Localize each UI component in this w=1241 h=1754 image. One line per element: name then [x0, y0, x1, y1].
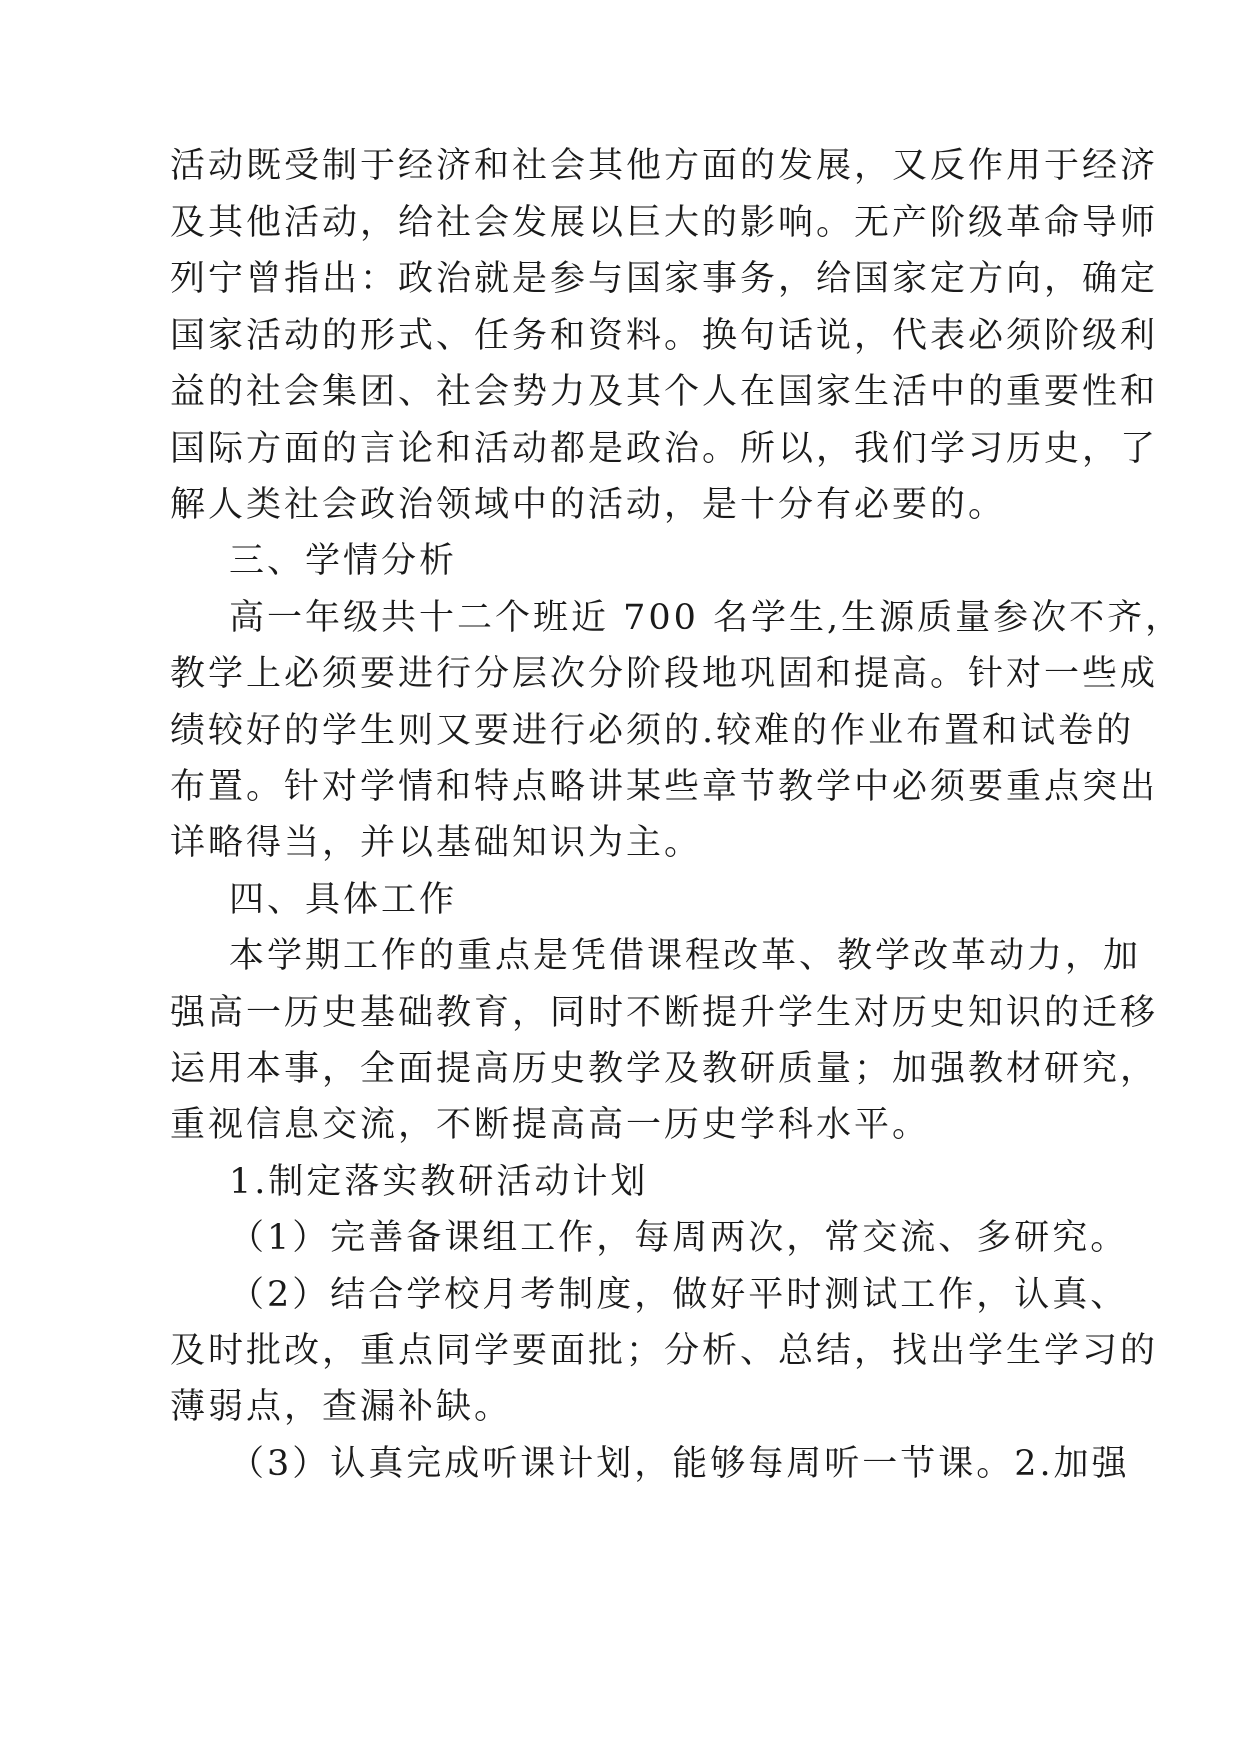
text-line-content: 重视信息交流，不断提高高一历史学科水平。: [170, 1105, 931, 1145]
text-line: [0, 1321, 1241, 1381]
list-item: [0, 1434, 1241, 1494]
text-line: [0, 475, 1241, 535]
text-line: [0, 136, 1241, 196]
text-line-content: 及时批改，重点同学要面批；分析、总结，找出学生学习的: [170, 1331, 1159, 1371]
list-item-text: （3）认真完成听课计划，能够每周听一节课。2.加强: [229, 1444, 1130, 1484]
section-heading: [0, 531, 1241, 591]
text-line: [0, 813, 1241, 873]
text-line-content: 本学期工作的重点是凭借课程改革、教学改革动力，加: [229, 936, 1142, 976]
text-line-content: 强高一历史基础教育，同时不断提升学生对历史知识的迁移: [170, 993, 1159, 1033]
text-line-content: 布置。针对学情和特点略讲某些章节教学中必须要重点突出: [170, 767, 1159, 807]
text-line: [0, 1039, 1241, 1099]
text-line: [0, 249, 1241, 309]
text-line: [0, 644, 1241, 704]
text-line: [0, 419, 1241, 479]
section-heading-text: 三、学情分析: [229, 541, 458, 581]
section-heading-text: 四、具体工作: [229, 880, 458, 920]
text-line: [0, 306, 1241, 366]
list-item-text: （2）结合学校月考制度，做好平时测试工作，认真、: [229, 1275, 1129, 1315]
list-item: [0, 1265, 1241, 1325]
text-line-content: 绩较好的学生则又要进行必须的.较难的作业布置和试卷的: [170, 711, 1135, 751]
subsection-heading: [0, 1152, 1241, 1212]
text-line-content: 详略得当，并以基础知识为主。: [170, 823, 703, 863]
text-line: [0, 1377, 1241, 1437]
text-line: [0, 926, 1241, 986]
list-item: [0, 1208, 1241, 1268]
text-line: [0, 193, 1241, 253]
list-item-text: （1）完善备课组工作，每周两次，常交流、多研究。: [229, 1218, 1129, 1258]
text-line: [0, 757, 1241, 817]
text-line-content: 薄弱点，查漏补缺。: [170, 1387, 513, 1427]
text-line-content: 高一年级共十二个班近 700 名学生,生源质量参次不齐，: [229, 598, 1184, 638]
text-line-content: 国际方面的言论和活动都是政治。所以，我们学习历史，了: [170, 429, 1159, 469]
text-line: [0, 588, 1241, 648]
section-heading: [0, 870, 1241, 930]
subsection-heading-text: 1.制定落实教研活动计划: [229, 1162, 649, 1202]
text-line: [0, 1095, 1241, 1155]
text-line-content: 解人类社会政治领域中的活动，是十分有必要的。: [170, 485, 1007, 525]
text-line-content: 列宁曾指出：政治就是参与国家事务，给国家定方向，确定: [170, 259, 1159, 299]
text-line: [0, 701, 1241, 761]
text-line-content: 益的社会集团、社会势力及其个人在国家生活中的重要性和: [170, 372, 1159, 412]
text-line-content: 教学上必须要进行分层次分阶段地巩固和提高。针对一些成: [170, 654, 1159, 694]
text-line: [0, 362, 1241, 422]
text-line-content: 运用本事，全面提高历史教学及教研质量；加强教材研究，: [170, 1049, 1159, 1089]
text-line-content: 活动既受制于经济和社会其他方面的发展，又反作用于经济: [170, 146, 1159, 186]
text-line: [0, 983, 1241, 1043]
text-line-content: 国家活动的形式、任务和资料。换句话说，代表必须阶级利: [170, 316, 1159, 356]
text-line-content: 及其他活动，给社会发展以巨大的影响。无产阶级革命导师: [170, 203, 1159, 243]
